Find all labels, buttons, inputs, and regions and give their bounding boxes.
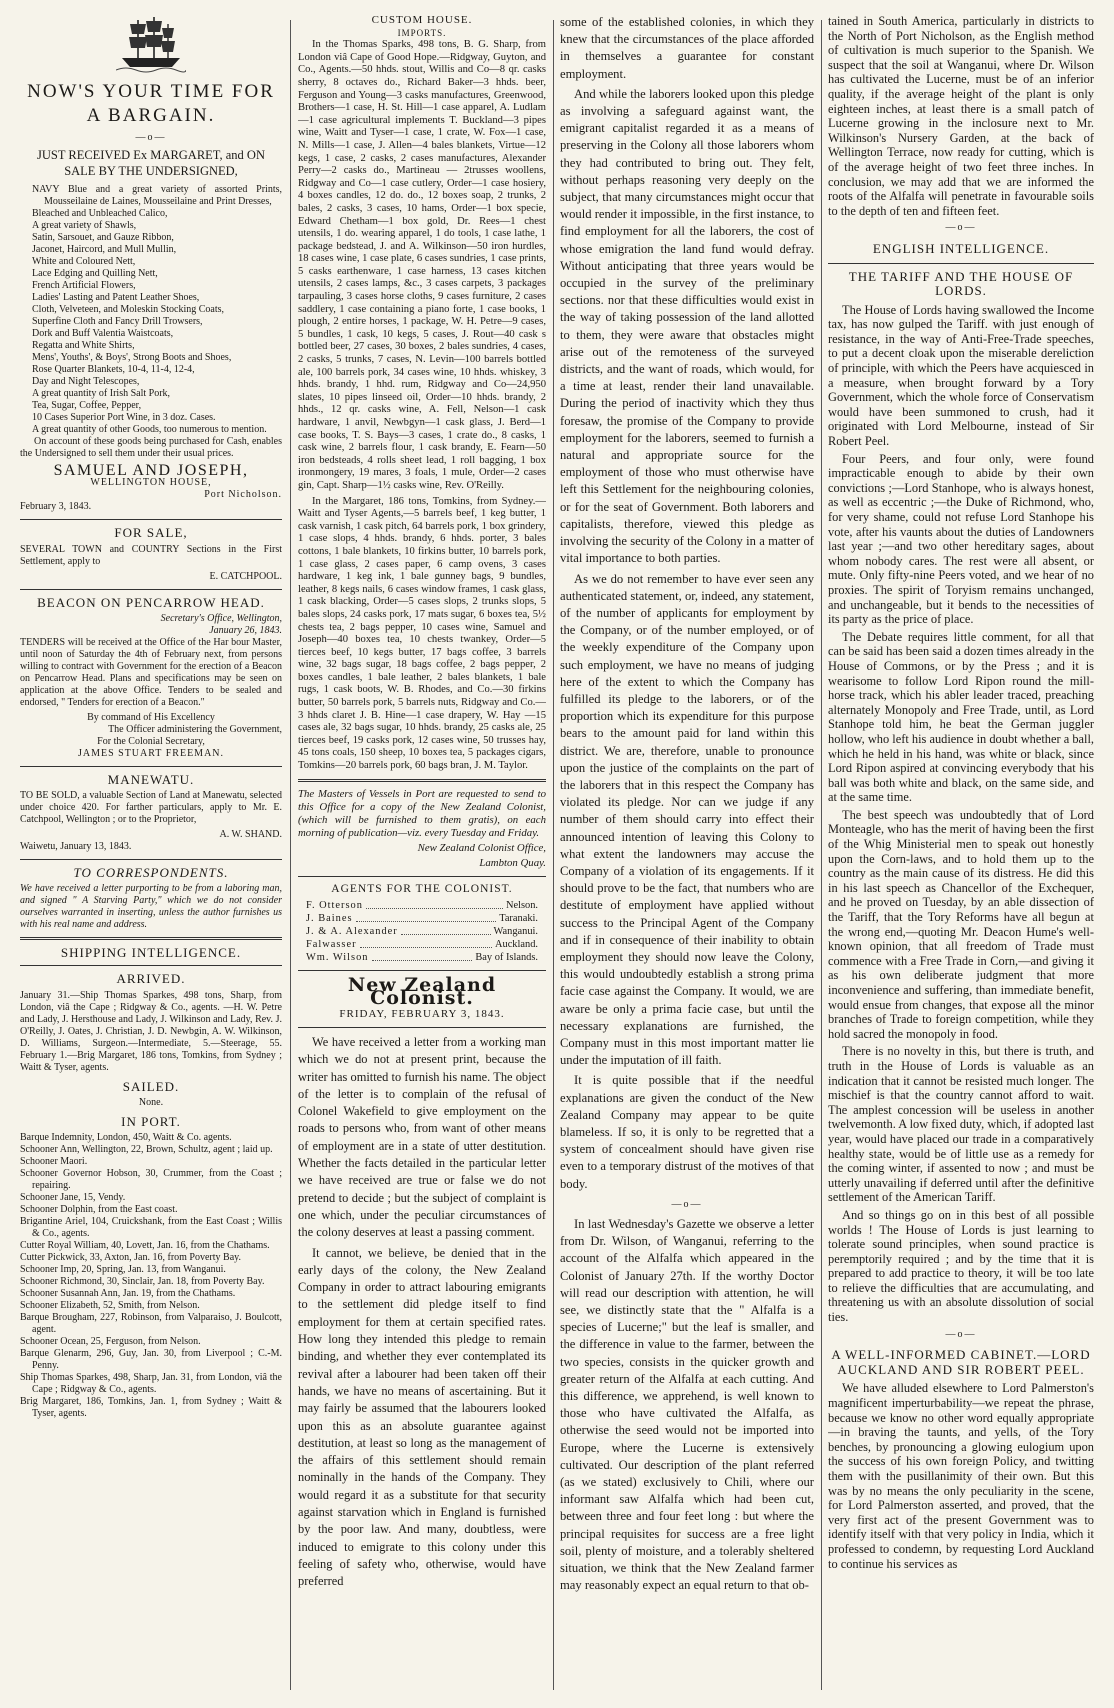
goods-item: Jaconet, Haircord, and Mull Mullin, [32,244,177,256]
agent-name: F. Otterson [306,900,363,912]
column-4 [828,14,1094,1704]
for-sale-text: SEVERAL TOWN and COUNTRY Sections in the First Settlement, apply to [20,543,282,567]
goods-item: Cloth, Velveteen, and Moleskin Stocking Coats, [32,304,225,316]
received-line: JUST RECEIVED Ex MARGARET, and ON SALE BY THE UNDERSIGNED, [36,148,265,179]
port-entry: Cutter Pickwick, 33, Axton, Jan. 16, from Poverty Bay. [20,1252,241,1264]
divider [20,965,282,966]
agent-place: Wanganui. [493,926,538,938]
port-entry: Barque Indemnity, London, 450, Waitt & Co. agents. [20,1132,232,1144]
imports-text: In the Thomas Sparks, 498 tons, B. G. Sharp, from London viâ Cape of Good Hope.—Ridgway, Guyton, and Co., Agents.—50 hhds. stout, Willis and Co—8 qr. casks sherry, 8 octaves do., Richard Baker—3 hhds. beer, Ferguson and Young—3 casks manufactures, Greenwood, Brothers—1 case, H. St. Hill—1 case apparel, A. Ludlam—1 case agricultural implements T. Buckland—3 pipes wine, Waitt and Tyser—1 case, 1 crate, W. Fox—1 case, N. Mills—1 case, J. Allen—4 bales blankets, Virtue—12 kegs, 1 case, 2 casks, 2 cases manufactures, Alexander Perry—2 casks do., Martineau — 2trusses woollens, Ridgway and Co—1 case cutlery, Order—1 case hosiery, 4 boxes candles, 12 do. do., 12 boxes soap, 2 trunks, 2 bales, 2 casks, 3 cases, 10 hams, Order—1 box specie, Edward Chetham—1 box gold, Dr. Rees—1 chest utensils, 1 do. wearing apparel, 1 do tools, 1 case lathe, 1 package bedstead, J. and A. Wilkinson—50 iron hurdles, 18 cases wine, 1 case plate, 6 cases sundries, 1 case prints, 5 casks earthenware, 1 case harness, 13 cases kitchen utensils, 2 cases lamps, &c., 3 cases carpets, 3 packages tarpauling, 3 cases horse cloths, 9 cases furniture, 2 cases saddlery, 1 case containing a piano forte, 1 case books, 1 plough, 2 entire horses, 1 package, W. H. Petre—9 cases, 5 bundles, 1 cask, 10 kegs, 5 cases, J. Rout—40 cask s bottled beer, 27 cases, 30 boxes, 2 bales sundries, 4 cases, 2 casks, 5 trunks, 7 cases, N. Levin—100 barrels bottled ale, 100 barrels pork, 34 cases wine, 10 hhds. whiskey, 3 hhds. brandy, 1 hhd. rum, Ridgway and Co—24,950 slates, 10 pipes linseed oil, Order—10 hhds. brandy, 2 hhds., 12 qr. casks wine, A. Fell, Nelson—1 cask hardware, 1 anvil, Newbgyn—1 cask glass, J. Berd—1 case books, T. S. Bays—3 cases, 1 crate do., 8 casks, 1 cask wine, 2 barrels flour, 1 cask brandy, E. Fearn—50 iron bedsteads, 4 rolls sheet lead, 1 roll bagging, 1 box ironmongery, 19 mares, 3 foals, 1 mule, Order—2 cases gin, Capt. Sharp—1½ casks wine, Rev. O'Reilly. [298,39,546,491]
cabinet-head: A WELL-INFORMED CABINET.—LORD AUCKLAND AND SIR ROBERT PEEL. [831,1347,1091,1377]
goods-item: A great quantity of Irish Salt Pork, [32,388,171,400]
article-paragraph: There is no novelty in this, but there is truth, and truth in the House of Lords is valuable as an indication that it cannot be resisted much longer. The mischief is that the country cannot afford to wait. The amplest concession will be useless in another twelvemonth. A low fixed duty, which, if adopted last year, would have placed our trade in a comparatively healthy state, would be of little use as a remedy for the coming winter, if assented to now ; and must be utterly unavailing if deferred until after the definitive settlement of the American Tariff. [828,1044,1094,1205]
divider [20,589,282,590]
goods-item: Satin, Sarsouet, and Gauze Ribbon, [32,232,174,244]
merchant-date: February 3, 1843. [20,501,92,513]
manewatu-text: TO BE SOLD, a valuable Section of Land at Manewatu, selected under choice 420. For farther particulars, apply to Mr. E. Catchpool, Wellington ; or to the Proprietor, [20,790,282,826]
ornament: —o— [135,132,167,143]
article-paragraph: The best speech was undoubtedly that of Lord Monteagle, who has the merit of having been the first of the Whig Ministerial men to speak out honestly upon the Corn-laws, and to hold them up to the country as the main cause of its distress. He did this in his last speech as Chancellor of the Exchequer, and he proved on Tuesday, by an able dissection of the Tariff, that the Tory Reforms have all begun at the wrong end,—quoting Mr. Deacon Hume's well-known opinion, that all freedom of Trade must commence with a Free Trade in Corn,—and giving it as his own deliberate judgment that more inconvenience and suffering, than immediate benefit, would ensue from changes, that expose all the minor branches of Trade to foreign competition, while they hold sacred the monopoly in food. [828,807,1094,1041]
agent-row [306,912,538,925]
english-intelligence-head: ENGLISH INTELLIGENCE. [872,240,1050,256]
port-entry: Schooner Maori. [20,1156,88,1168]
column-rule [290,20,291,1690]
agent-name: Falwasser [306,939,357,951]
article-paragraph: Four Peers, and four only, were found impracticable enough to abide by their own convictions ;—Lord Stanhope, who is always honest, as well as eccentric ;—the Duke of Richmond, who, for very shame, could not refuse Lord Stanhope his vote, after his vaunts about the duties of Landowners last year ;—and two other hereditary sages, about whom nobody cares. The rest were all absent, or mute. Only fifty-nine Peers voted, and we hear of no proxies. The spirit of Toryism remains unchanged, and unchangeable, but it bends to the necessities of its party as the price of place. [828,451,1094,627]
office-name: New Zealand Colonist Office, [417,841,546,854]
divider [828,263,1094,264]
agent-name: J. & A. Alexander [306,926,398,938]
goods-item: Rose Quarter Blankets, 10-4, 11-4, 12-4, [32,364,195,376]
port-entry: Schooner Governor Hobson, 30, Crummer, from the Coast ; repairing. [20,1168,282,1192]
sailed-text: None. [138,1096,164,1108]
editorial-paragraph: some of the established colonies, in which they knew that the circumstances of the place afforded in themselves a guarantee for constant employment. [560,15,814,81]
goods-item: Day and Night Telescopes, [32,376,140,388]
in-port-head: IN PORT. [121,1113,181,1129]
office-place: Lambton Quay. [479,856,546,869]
ornament: —o— [945,222,977,234]
merchant-house: WELLINGTON HOUSE, [90,477,212,489]
arrived-text: January 31.—Ship Thomas Sparkes, 498 tons, Sharp, from London, viâ the Cape ; Ridgway & Co., agents. —H. W. Petre and Lady, J. Hersthouse and Lady, J. Wilkinson and Lady, Rev. J. O'Reilly, J. Oates, J. Christian, J. D. Newbgin, A. W. Wilkinson, D. Williams, Surgeon.—Intermediate, 5.—Steerage, 55. February 1.—Brig Margaret, 186 tons, Tomkins, from Sydney ; Waitt & Tyser, agents. [20,989,282,1073]
beacon-date: January 26, 1843. [209,624,282,636]
editorial-paragraph: We have received a letter from a working man which we do not at present print, because the writer has omitted to furnish his name. The object of the letter is to complain of the refusal of Colonel Wakefield to give employment on the roads to persons who, from want of other means of employment are in a state of utter destitution. Whether the facts detailed in the particular letter we have received are true or false we do not pretend to decide ; but the subject of complaint is one which, under the peculiar circumstances of the colony deserves at least a passing comment. [298,1035,546,1240]
tariff-head: THE TARIFF AND THE HOUSE OF LORDS. [848,268,1074,299]
masthead-date: FRIDAY, FEBRUARY 3, 1843. [339,1008,505,1021]
divider [20,766,282,767]
port-entry: Barque Brougham, 227, Robinson, from Valparaiso, J. Boulcott, agent. [20,1312,282,1336]
port-entry: Schooner Richmond, 30, Sinclair, Jan. 18, from Poverty Bay. [20,1276,265,1288]
manewatu-sign: A. W. SHAND. [219,829,282,841]
column-2 [298,14,546,1704]
divider [298,1027,546,1028]
port-entry: Schooner Ann, Wellington, 22, Brown, Schultz, agent ; laid up. [20,1144,273,1156]
port-entry: Ship Thomas Sparkes, 498, Sharp, Jan. 31, from London, viâ the Cape ; Ridgway & Co., agents. [20,1372,282,1396]
ornament: —o— [945,1328,977,1340]
masthead: New Zealand Colonist. [347,974,497,1009]
agent-place: Bay of Islands. [475,952,538,964]
arrived-head: ARRIVED. [116,971,186,987]
beacon-head: BEACON ON PENCARROW HEAD. [37,594,265,610]
correspondents-text: We have received a letter purporting to be from a laboring man, and signed " A Starving Party," which we do not consider ourselves warranted in inserting, unless the author furnishes us with his real name and address. [20,883,282,931]
correspondents-head: TO CORRESPONDENTS. [73,865,229,881]
goods-item: Superfine Cloth and Fancy Drill Trowsers, [32,316,203,328]
agent-place: Taranaki. [499,913,538,925]
port-entry: Schooner Elizabeth, 52, Smith, from Nelson. [20,1300,200,1312]
goods-item: Regatta and White Shirts, [32,340,135,352]
agent-name: Wm. Wilson [306,952,369,964]
column-3 [560,14,814,1704]
sailed-head: SAILED. [122,1078,180,1094]
goods-item: White and Coloured Nett, [32,256,136,268]
purchase-note: On account of these goods being purchased for Cash, enables the Undersigned to sell them under their usual prices. [20,436,282,460]
ship-icon [116,14,186,74]
imports-text: In the Margaret, 186 tons, Tomkins, from Sydney.—Waitt and Tyser Agents,—5 barrels beef, 1 keg butter, 1 cask varnish, 1 cask pitch, 64 barrels pork, 1 box grindery, 1 case slops, 4 hhds. brandy, 6 hhds. porter, 3 bales cottons, 1 bale blankets, 10 firkins butter, 10 barrels pork, 1 case glass, 2 cases paper, 6 camp ovens, 3 cases hardware, 1 keg ink, 1 bale gunney bags, 9 bundles, leather, 8 kegs nails, 6 cases window frames, 1 cask glass, 1 cask blacking, Order—5 cases slops, 2 trunks slops, 5 bales slops, 24 casks pork, 17 mats sugar, 6 boxes tea, 5½ chests tea, 2 bags pepper, 10 cases wine, Samuel and Joseph—40 boxes tea, 10 chests twankey, Order—5 tierces beef, 10 kegs butter, 17 bags coffee, 3 barrels wine, 32 bags sugar, 18 bags coffee, 2 bags pepper, 2 boxes candles, 1 bale leather, 2 bales blankets, 1 bale rugs, 1 cask boots, W. B. Rhodes, and Co.—30 firkins butter, 50 barrels pork, 5 barrels nuts, Ridgway and Co.—3 hhds claret J. B. Hine—1 case drapery, W. Hay —15 cases ale, 32 bags sugar, 10 hhds. brandy, 25 casks ale, 25 tierces beef, 19 casks pork, 12 cases wine, 50 trusses hay, 45 tons coals, 150 sheep, 10 boxes tea, 5 packages cigars, Tomkins—20 barrels pork, 60 bags bran, J. M. Taylor. [298,495,546,772]
agent-row [306,899,538,912]
ornament: —o— [671,1198,703,1210]
editorial-paragraph: And while the laborers looked upon this pledge as involving a safeguard against want, the emigrant capitalist regarded it as a means of preserving in the Colony all those laborers whom they had contributed to bring out. They felt, without perhaps reasoning very deeply on the subject, that many circumstances might occur that would render it impossible, in the first instance, to find employment for all the laborers, the cost of whose emigration the land fund would defray. Without anticipating that three years would be occupied in the survey of the preliminary sections. nor that these difficulties would exist in the way of taking possession of the land allotted to them, they were aware that obstacles might arise out of the remoteness of the surveyed districts, and the want of roads, which would, for a time at least, render their land unavailable. During the period of inactivity which they thus foresaw, the promise of the Company to provide employment for the laborers, seemed to furnish a natural and appropriate source for the employment of those who must otherwise have left this Settlement for the neighbouring colonies, or for the seat of Government. Both laborers and capitalists, therefore, viewed this pledge as involving the security of the Colony in a matter of vital importance to both parties. [560,86,814,566]
manewatu-head: MANEWATU. [107,771,195,787]
divider [20,519,282,520]
beacon-sign: JAMES STUART FREEMAN. [77,747,225,759]
port-entry: Schooner Jane, 15, Vendy. [20,1192,126,1204]
column-rule [553,20,554,1690]
agent-name: J. Baines [306,913,353,925]
goods-item: 10 Cases Superior Port Wine, in 3 doz. Cases. [32,412,216,424]
agent-row [306,925,538,938]
beacon-command: By command of His Excellency [87,711,215,723]
editorial-paragraph: It is quite possible that if the needful explanations are given the conduct of the New Zealand Company may appear to be quite blameless. If so, it is only to be regretted that a system of concealment should have given rise even to a temporary distrust of the motives of that body. [560,1073,814,1191]
divider [298,970,546,971]
agent-row [306,951,538,964]
agents-head: AGENTS FOR THE COLONIST. [331,882,513,895]
divider [298,876,546,877]
beacon-text: TENDERS will be received at the Office of the Har bour Master, until noon of Saturday the 4th of February next, from persons willing to contract with Government for the erection of a Beacon on Pencarrow Head. Plans and specifications may be seen on application at the above Office. Tenders to be sealed and endorsed, " Tenders for erection of a Beacon." [20,636,282,708]
port-entry: Cutter Royal William, 40, Lovett, Jan. 16, from the Chathams. [20,1240,270,1252]
divider [298,779,546,782]
bargain-headline: NOW'S YOUR TIME FOR A BARGAIN. [27,81,275,126]
manewatu-date: Waiwetu, January 13, 1843. [20,841,132,853]
port-entry: Brigantine Ariel, 104, Cruickshank, from the East Coast ; Willis & Co., agents. [20,1216,282,1240]
port-entry: Brig Margaret, 186, Tomkins, Jan. 1, from Sydney ; Waitt & Tyser, agents. [20,1396,282,1420]
goods-item: French Artificial Flowers, [32,280,136,292]
port-entry: Schooner Imp, 20, Spring, Jan. 13, from Wanganui. [20,1264,226,1276]
masters-note: The Masters of Vessels in Port are requested to send to this Office for a copy of the New Zealand Colonist, (which will be furnished to them gratis), on each morning of publication—viz. every Tuesday and Friday. [298,787,546,839]
goods-item: Bleached and Unbleached Calico, [32,208,168,220]
article-paragraph: And so things go on in this best of all possible worlds ! The House of Lords is just learning to tolerate sound principles, when sound practice is peremptorily required ; and by the time that it is prepared to add practice to theory, it will be too late to relieve the difficulties that are accumulating, and threatening us with an absolute dissolution of social ties. [828,1207,1094,1325]
editorial-paragraph: tained in South America, particularly in districts to the North of Port Nicholson, as the English method of cultivation is much superior to the Spanish. We suspect that the soil at Wanganui, where Dr. Wilson has cultivated the Lucerne, must be of an inferior quality, if the average height of the plant is only eighteen inches, at least there is a small patch of Lucerne growing in the inclosure next to Mr. Wilkinson's Nursery Garden, at the back of Wellington Terrace, now ready for cutting, which is of the average height of two feet three inches. In conclusion, we may add that we are informed the roots of the Alfalfa will penetrate in favourable soils to the depth of ten and fifteen feet. [828,14,1094,218]
editorial-paragraph: It cannot, we believe, be denied that in the early days of the colony, the New Zealand Company in order to attract labouring emigrants to the settlement did pledge itself to find employment for them at certain specified rates. How long they intended this pledge to remain binding, and whether they ever contemplated its revival after a labourer had been taken off their hands, we have no means of ascertaining. But it may fairly be assumed that the labourers looked upon this as an absolute guarantee against destitution, at least so long as the management of the affairs of this settlement should remain nominally in the hands of the Company. They would regard it as a substitute for that security against starvation which in England is furnished by the poor law. And many, doubtless, were induced to emigrate to this colony under this feeling of safety who, otherwise, would have preferred [298,1245,546,1589]
goods-item: A great variety of Shawls, [32,220,137,232]
beacon-office: Secretary's Office, Wellington, [160,612,282,624]
merchant-name: SAMUEL AND JOSEPH, [53,462,249,480]
agent-row [306,938,538,951]
goods-item: NAVY Blue and a great variety of assorted Prints, Mousseilaine de Laines, Mousseilaine and Print Dresses, [32,184,282,208]
agent-place: Auckland. [495,939,538,951]
custom-house-head: CUSTOM HOUSE. [371,14,473,26]
goods-item: A great quantity of other Goods, too numerous to mention. [32,424,267,436]
goods-item: Lace Edging and Quilling Nett, [32,268,158,280]
article-paragraph: The House of Lords having swallowed the Income tax, has now gulped the Tariff. with just enough of resistance, in the way of Anti-Free-Trade speeches, to put a decent cloak upon the miserable dereliction of principle, with which the Peers have acquiesced in a measure, when brought forward by a Tory Government, which the whole force of Conservatism would have been summoned to crush, had it originated with Lord Melbourne, instead of Sir Robert Peel. [828,302,1094,449]
goods-item: Ladies' Lasting and Patent Leather Shoes, [32,292,200,304]
goods-item: Tea, Sugar, Coffee, Pepper, [32,400,142,412]
goods-item: Mens', Youths', & Boys', Strong Boots and Shoes, [32,352,232,364]
port-entry: Barque Glenarm, 296, Guy, Jan. 30, from Liverpool ; C.-M. Penny. [20,1348,282,1372]
editorial-paragraph: As we do not remember to have ever seen any authenticated statement, or, indeed, any statement, of the number of applicants for employment by the Company, or of the number employed, or of the weekly expenditure of the Company upon such employment, we have no means of judging here of the extent to which the Company has fulfilled its pledge to the laborers, or of the proportion which its expenditure for this purpose bears to the amount paid for land within this district. We are, therefore, unable to pronounce upon the justice of the complaints on the part of the laborers that in this respect the Company has violated its pledge. Nor can we judge if any number of them should carry into effect their announced intention of leaving this Colony to what extent the landowners may accuse the Company of a violation of its engagements. If it should prove to be the fact, that numbers who are destitute of employment have applied without success to the Principal Agent of the Company and if in consequence of their inability to obtain employment they should now leave the Colony, this would undoubtedly establish a strong prima facie case against the Company. It would, we are aware be only a prima facie case, but until the necessary explanations are furnished, the Company must in this most important matter lie under the imputation of ill faith. [560,571,814,1068]
column-rule [821,20,822,1690]
beacon-for: For the Colonial Secretary, [97,735,205,747]
port-entry: Schooner Ocean, 25, Ferguson, from Nelson. [20,1336,201,1348]
port-entry: Schooner Susannah Ann, Jan. 19, from the Chathams. [20,1288,236,1300]
shipping-head: SHIPPING INTELLIGENCE. [60,945,242,961]
article-paragraph: We have alluded elsewhere to Lord Palmerston's magnificent imperturbability—we repeat the phrase, because we know no other word equally appropriate—in braving the taunts, and yells, of the Tory benches, by pronouncing a glowing eulogium upon the success of his own foreign Policy, and twitting them with the pusillanimity of their own. But this was by no means the only peculiarity in the scene, for Lord Palmerston asserted, and proved, that the very first act of the present Government was to identify itself with that very policy in India, which it professed to condemn, by requesting Lord Auckland to continue his services as [828,1381,1094,1571]
for-sale-sign: E. CATCHPOOL. [209,570,282,582]
goods-item: Dork and Buff Valentia Waistcoats, [32,328,174,340]
column-1 [20,14,282,1704]
beacon-officer: The Officer administering the Government, [108,723,282,735]
port-entry: Schooner Dolphin, from the East coast. [20,1204,178,1216]
divider [20,937,282,940]
imports-head: IMPORTS. [397,27,447,38]
divider [20,859,282,860]
for-sale-head: FOR SALE, [114,525,188,541]
article-paragraph: The Debate requires little comment, for all that can be said has been said a dozen times already in the House of Commons, or by the Press ; and it is wearisome to follow Lord Ripon round the mill-horse track, which his abler leader traced, preaching alternately Monopoly and Free Trade, until, as Lord Stanhope told him, he beat the German juggler hollow, who left his audience in doubt whether a ball, which he held in his hand, was white or black, since Lord Ripon aspired at convincing everybody that his ball was both white and black, on the same side, and at the same time. [828,629,1094,805]
editorial-paragraph: In last Wednesday's Gazette we observe a letter from Dr. Wilson, of Wanganui, referring to the account of the Alfalfa which appeared in the Colonist of January 27th. If the worthy Doctor will read our description with attention, he will see, we distinctly state that the " Alfalfa is a species of Lucerne;" but the leaf is smaller, and the difference in value to the farmer, between the two species, consists in the quicker growth and greater return of the Alfalfa at each cutting. And this difference, we apprehend, is well known to those who have cultivated the Alfalfa, as otherwise the seed would not be imported into Europe, where the Lucerne is extensively cultivated. Our description of the plant referred (as we stated) exclusively to Chili, where our informant saw Alfalfa which had been cut, between three and four feet long : but where the principal requisites for success are a free light soil, plenty of moisture, and a tolerably sheltered situation, we think that the New Zealand farmer may reasonably expect an equal return to that ob- [560,1217,814,1593]
agent-place: Nelson. [505,900,538,912]
merchant-place: Port Nicholson. [204,489,282,501]
